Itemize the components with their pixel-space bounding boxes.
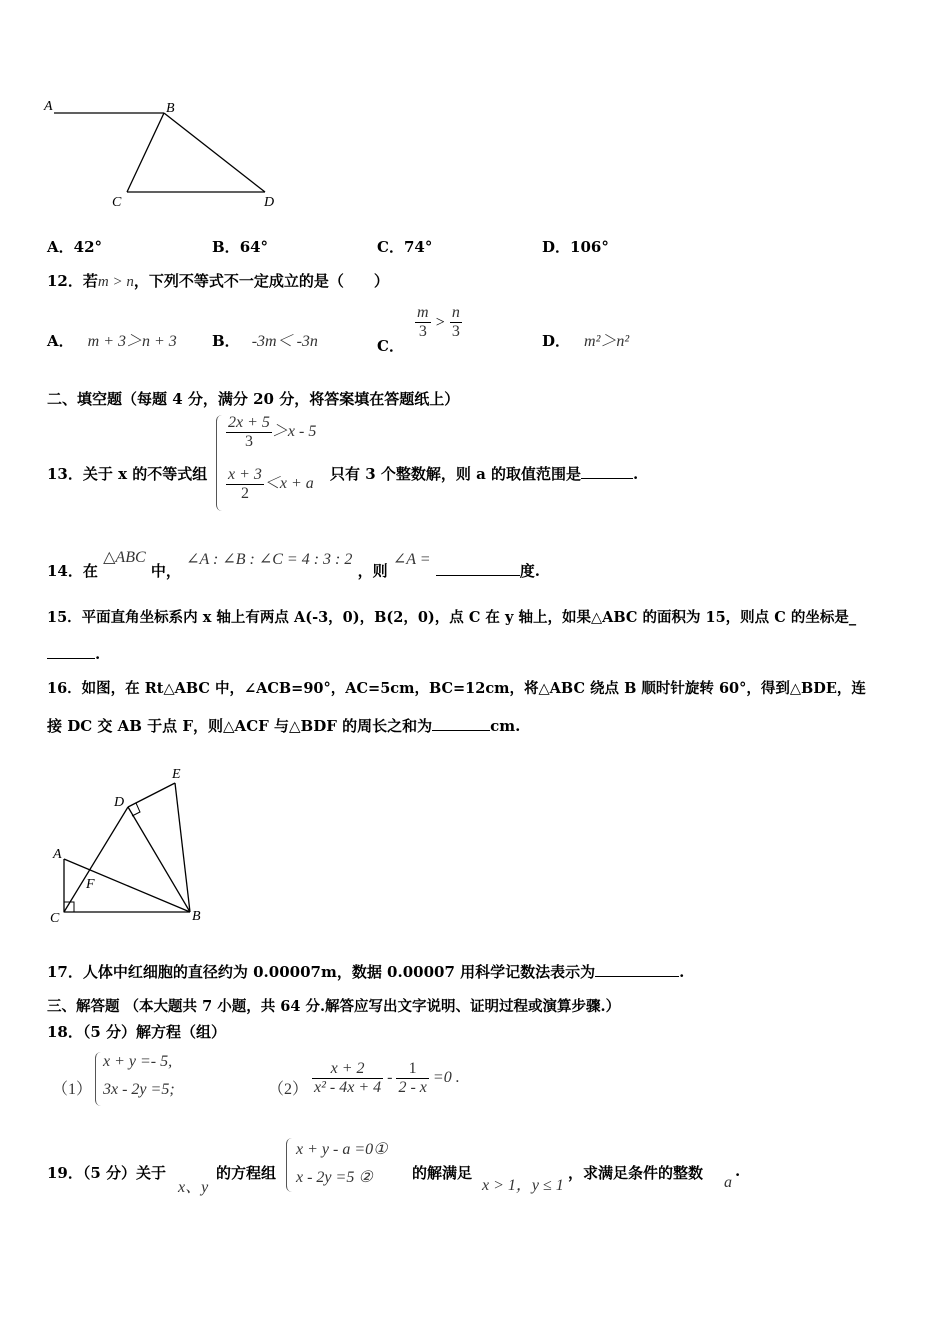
q13-answer-blank[interactable] <box>581 464 633 479</box>
q14-line: 14．在 △ABC 中， ∠A : ∠B : ∠C = 4 : 3 : 2 ，则 ∠A = 度. <box>47 549 541 580</box>
q12-stem: 12．若m > n，下列不等式不一定成立的是（ ） <box>47 272 389 290</box>
q13-inequality-2: $\frac{x + 3}{2}$ ＜x + a <box>228 466 314 502</box>
q11-option-a[interactable]: A．42° <box>47 238 103 256</box>
label-a: A <box>53 847 62 862</box>
figure-1-triangle <box>40 92 290 217</box>
q14-answer-blank[interactable] <box>436 561 520 576</box>
section-3-title: 三、解答题 （本大题共 7 小题，共 64 分.解答应写出文字说明、证明过程或演算步骤.） <box>47 998 621 1015</box>
q19-vars: x、y <box>178 1179 209 1196</box>
q19-eq2: x - 2y =5 ② <box>296 1169 373 1186</box>
q13-inequality-1: $\frac{2x + 5}{3}$ ＞x - 5 <box>228 414 317 450</box>
section-2-title: 二、填空题（每题 4 分，满分 20 分，将答案填在答题纸上） <box>47 390 460 408</box>
q13-suffix: 只有 3 个整数解，则 a 的取值范围是 . <box>330 465 639 483</box>
q18-part1-label: （1） <box>52 1081 93 1098</box>
label-c: C <box>112 195 122 210</box>
q12-option-d[interactable]: D． m²＞n² <box>542 332 630 350</box>
q19-suffix: ，求满足条件的整数 <box>568 1164 704 1182</box>
q12-option-a[interactable]: A． m + 3＞n + 3 <box>47 332 177 350</box>
segment-bc <box>127 113 164 192</box>
q18-eq2: 3x - 2y =5; <box>103 1081 175 1098</box>
q18-title: 18．（5 分）解方程（组） <box>47 1023 227 1041</box>
label-b: B <box>166 101 175 116</box>
q16-line-2: 接 DC 交 AB 于点 F，则△ACF 与△BDF 的周长之和为 cm. <box>47 717 521 735</box>
q19-condition: x > 1，y ≤ 1 <box>482 1177 564 1194</box>
q17-answer-blank[interactable] <box>595 962 679 977</box>
q18-part2-equation: $\frac{x + 2}{\text{x² - 4x + 4}}$ - $\frac{1}{2 - x}$ =0 . <box>314 1060 460 1096</box>
label-f: F <box>86 877 95 892</box>
q13-brace <box>216 415 225 511</box>
q19-brace <box>286 1138 295 1192</box>
q12-option-c[interactable]: C． $\frac{m}{3}$ > $\frac{n}{3}$ <box>377 304 460 355</box>
q17-line: 17．人体中红细胞的直径约为 0.00007m，数据 0.00007 用科学记数法表示为 . <box>47 963 685 981</box>
segment-eb <box>175 783 190 912</box>
label-c: C <box>50 911 60 926</box>
label-e: E <box>172 767 181 782</box>
q19-prefix: 19．（5 分）关于 <box>47 1164 167 1182</box>
q13-prefix: 13．关于 x 的不等式组 <box>47 465 208 483</box>
figure-2-rotation <box>44 762 214 927</box>
label-a: A <box>44 99 53 114</box>
q11-option-c[interactable]: C．74° <box>377 238 433 256</box>
q16-answer-blank[interactable] <box>432 716 490 731</box>
q19-cond-prefix: 的解满足 <box>412 1164 473 1182</box>
q11-option-d[interactable]: D．106° <box>542 238 609 256</box>
q15-line-1: 15．平面直角坐标系内 x 轴上有两点 A(-3，0)，B(2，0)，点 C 在 y 轴上，如果△ABC 的面积为 15，则点 C 的坐标是_ <box>47 609 857 626</box>
q18-eq1: x + y =- 5, <box>103 1053 173 1070</box>
q11-option-b[interactable]: B．64° <box>212 238 269 256</box>
q19-eq1: x + y - a =0① <box>296 1141 388 1158</box>
q19-var-a: a <box>724 1174 732 1191</box>
q15-answer-blank[interactable] <box>47 644 95 659</box>
q12-option-b[interactable]: B． -3m＜ -3n <box>212 332 318 350</box>
q19-mid: 的方程组 <box>216 1164 277 1182</box>
q15-line-2: . <box>47 644 100 663</box>
segment-bd <box>164 113 265 192</box>
segment-ab <box>64 859 190 912</box>
q18-part2-label: （2） <box>268 1081 309 1098</box>
segment-db <box>128 807 190 912</box>
label-b: B <box>192 909 201 924</box>
segment-de <box>128 783 175 807</box>
segment-cd <box>64 807 128 912</box>
label-d: D <box>114 795 125 810</box>
q16-line-1: 16．如图，在 Rt△ABC 中，∠ACB=90°，AC=5cm，BC=12cm，将△ABC 绕点 B 顺时针旋转 60°，得到△BDE，连 <box>47 680 866 697</box>
label-d: D <box>264 195 275 210</box>
q19-end: . <box>735 1162 741 1180</box>
